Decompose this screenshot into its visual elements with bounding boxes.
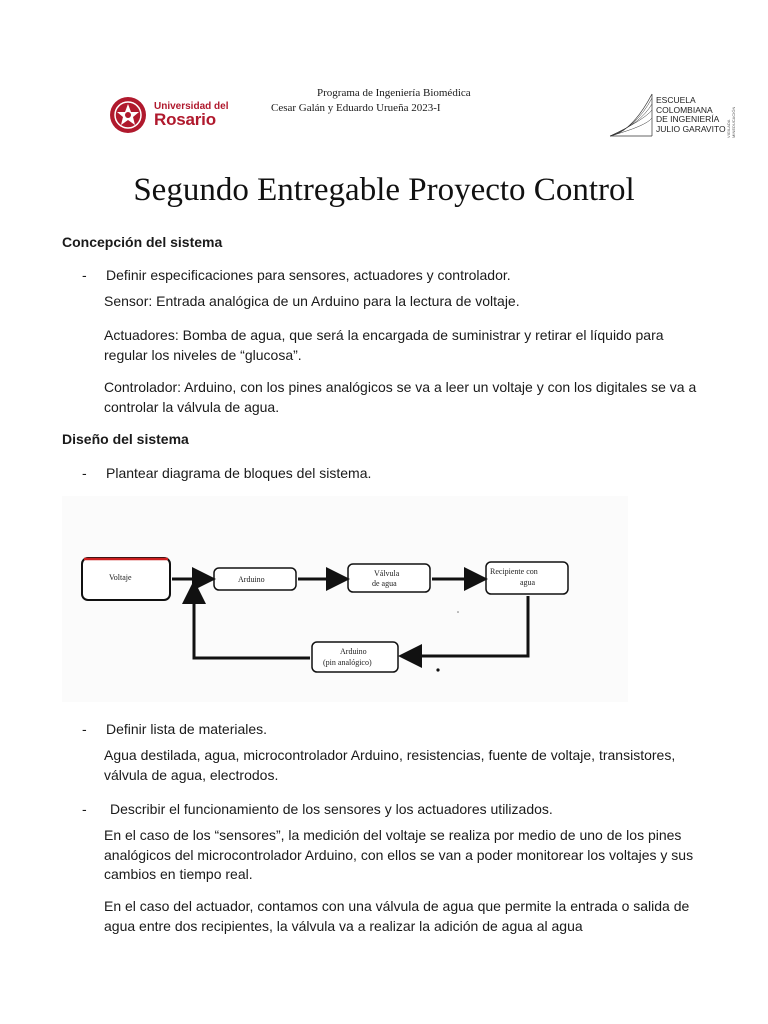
- section-heading-diseno: Diseño del sistema: [62, 431, 189, 447]
- box-valvula: [348, 564, 430, 592]
- bullet-diagrama: - Plantear diagrama de bloques del sistema.: [82, 465, 372, 481]
- escuela-lines-icon: [608, 92, 654, 138]
- svg-text:Voltaje: Voltaje: [109, 573, 132, 582]
- paragraph-actuador: En el caso del actuador, contamos con una válvula de agua que permite la entrada o salida de agua entre dos recipientes, la válvula va a realizar la adición de agua al agua: [104, 898, 690, 934]
- bullet-especificaciones: - Definir especificaciones para sensores, actuadores y controlador.: [82, 267, 511, 283]
- box-arduino-feedback: [312, 642, 398, 672]
- paragraph-controlador: Controlador: Arduino, con los pines analógicos se va a leer un voltaje y con los digitales se va a controlar la válvula de agua.: [104, 379, 697, 415]
- box-arduino: [214, 568, 296, 590]
- bullet-materiales: - Definir lista de materiales.: [82, 721, 268, 737]
- svg-text:Arduino: Arduino: [238, 575, 265, 584]
- svg-text:Válvula: Válvula: [374, 569, 400, 578]
- escuela-name-text: ESCUELA COLOMBIANA DE INGENIERÍA JULIO GARAVITO: [656, 95, 726, 134]
- svg-text:(pin analógico): (pin analógico): [323, 658, 372, 667]
- svg-text:de agua: de agua: [372, 579, 397, 588]
- paragraph-sensor: Sensor: Entrada analógica de un Arduino para la lectura de voltaje.: [104, 293, 520, 309]
- block-diagram: [62, 496, 628, 702]
- logo-name-small: Universidad del: [154, 101, 229, 112]
- paragraph-materiales: Agua destilada, agua, microcontrolador Arduino, resistencias, fuente de voltaje, transistores, válvula de agua, electrodos.: [104, 747, 676, 783]
- rosario-seal-icon: [108, 95, 148, 135]
- paragraph-sensores: En el caso de los “sensores”, la medición del voltaje se realiza por medio de uno de los pines analógicos del microcontrolador Arduino, con ellos se van a poder monitorear los voltajes y sus cambios en tiempo real.: [104, 827, 694, 882]
- authors-line: Cesar Galán y Eduardo Urueña 2023-I: [271, 102, 441, 114]
- section-heading-concepcion: Concepción del sistema: [62, 234, 223, 250]
- escuela-vertical-text: VIGILADA MINEDUCACIÓN: [726, 106, 736, 138]
- svg-text:Recipiente con: Recipiente con: [490, 567, 538, 576]
- document-title: Segundo Entregable Proyecto Control: [133, 172, 635, 208]
- box-recipiente: [486, 562, 568, 594]
- svg-text:Arduino: Arduino: [340, 647, 367, 656]
- logo-name-big: Rosario: [154, 110, 216, 129]
- box-voltaje: [82, 558, 170, 600]
- program-name: Programa de Ingeniería Biomédica: [317, 87, 471, 99]
- escuela-colombiana-logo: [608, 92, 738, 138]
- svg-text:agua: agua: [520, 578, 536, 587]
- paragraph-actuadores: Actuadores: Bomba de agua, que será la encargada de suministrar y retirar el líquido para regular los niveles de “glucosa”.: [104, 327, 664, 363]
- bullet-funcionamiento: - Describir el funcionamiento de los sensores y los actuadores utilizados.: [82, 801, 553, 817]
- universidad-rosario-logo: [108, 95, 228, 137]
